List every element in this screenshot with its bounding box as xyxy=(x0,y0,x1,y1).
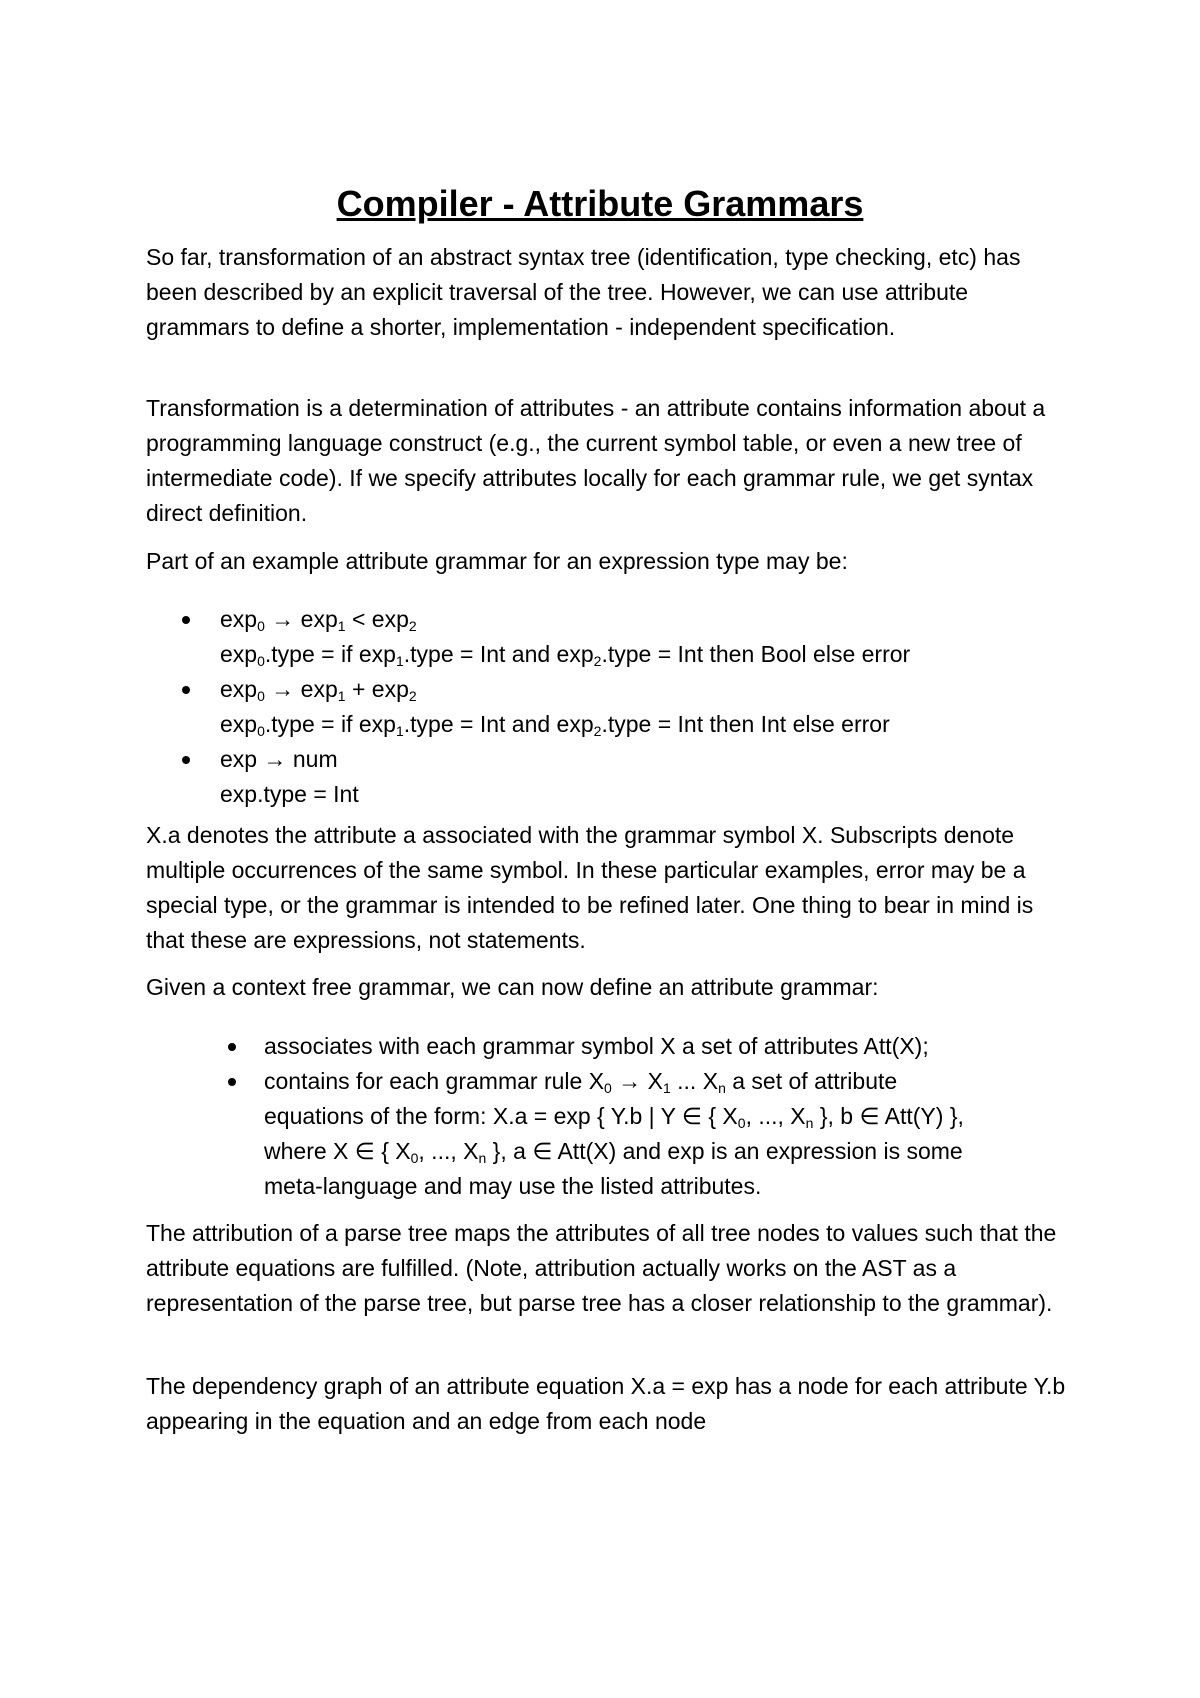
intro-paragraph: So far, transformation of an abstract syntax tree (identification, type checking, etc) has been described by an explicit traversal of the tree. However, we can use attribute grammars to define a shorter, implementation - independent specification. xyxy=(146,244,1021,340)
bullet-icon xyxy=(182,686,190,694)
dependency-paragraph: The dependency graph of an attribute equation X.a = exp has a node for each attribute Y.b appearing in the equation and an edge from each node xyxy=(146,1373,1066,1434)
notation-paragraph: X.a denotes the attribute a associated with the grammar symbol X. Subscripts denote multiple occurrences of the same symbol. In these particular examples, error may be a special type, or the grammar is intended to be refined later. One thing to bear in mind is that these are expressions, not statements. xyxy=(146,822,1034,953)
definition-intro-paragraph: Given a context free grammar, we can now define an attribute grammar: xyxy=(146,974,879,1000)
bullet-icon xyxy=(182,756,190,764)
transformation-paragraph: Transformation is a determination of attributes - an attribute contains information about a programming language construct (e.g., the current symbol table, or even a new tree of intermediate code). If we specify attributes locally for each grammar rule, we get syntax direct definition. xyxy=(146,395,1046,526)
attribution-paragraph: The attribution of a parse tree maps the attributes of all tree nodes to values such that the attribute equations are fulfilled. (Note, attribution actually works on the AST as a representation of the parse tree, but parse tree has a closer relationship to the grammar). xyxy=(146,1220,1057,1316)
list-item: contains for each grammar rule $X_0 \to X_1$ ... $X_n$ a set of attribute equations of the form: X.a = exp { Y.b | Y ∈ { $X_0$, ..., $X_n$ }, b ∈ Att(Y) }, where X ∈ { $X_0$, ..., $X_n$ }, a ∈ Att(X) and exp is an expression is some meta-language and may use the listed attributes. xyxy=(146,1064,1076,1204)
definition-list xyxy=(146,1029,1076,1204)
list-item: $\exp_0 \to \exp_1 + \exp_2$ $\exp_0.type$ = if $\exp_1.type$ = Int and $\exp_2.type$ = Int then Int else error xyxy=(146,672,1076,742)
bullet-icon xyxy=(182,616,190,624)
example-intro-paragraph: Part of an example attribute grammar for an expression type may be: xyxy=(146,548,848,574)
list-item: associates with each grammar symbol X a set of attributes Att(X); xyxy=(146,1029,1076,1064)
bullet-icon xyxy=(228,1078,236,1086)
bullet-icon xyxy=(228,1043,236,1051)
list-item: exp → num exp.type = Int xyxy=(146,742,1076,812)
example-rules-list xyxy=(146,602,1076,812)
list-item: $\exp_0 \to \exp_1 < \exp_2$ $\exp_0.type$ = if $\exp_1.type$ = Int and $\exp_2.type$ = Int then Bool else error xyxy=(146,602,1076,672)
page-title: Compiler - Attribute Grammars xyxy=(336,183,864,224)
